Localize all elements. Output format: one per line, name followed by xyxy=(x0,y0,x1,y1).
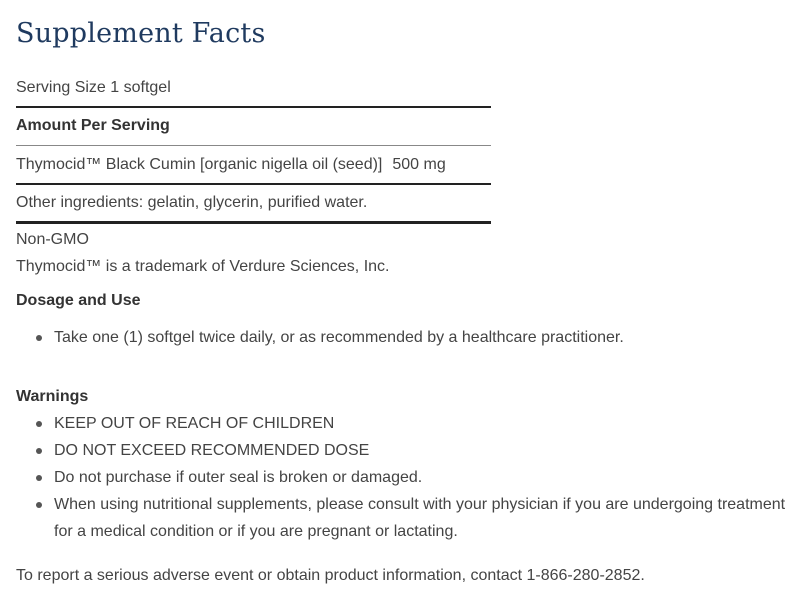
list-item: Do not purchase if outer seal is broken or damaged. xyxy=(16,464,796,491)
amount-per-serving-header: Amount Per Serving xyxy=(16,117,170,134)
divider xyxy=(16,106,491,108)
adverse-event-contact: To report a serious adverse event or obtain product information, contact 1-866-280-2852. xyxy=(16,567,645,584)
non-gmo-label: Non-GMO xyxy=(16,231,89,248)
list-item: KEEP OUT OF REACH OF CHILDREN xyxy=(16,410,796,437)
list-item: Take one (1) softgel twice daily, or as recommended by a healthcare practitioner. xyxy=(16,324,796,351)
warnings-heading: Warnings xyxy=(16,388,89,405)
divider xyxy=(16,183,491,185)
supplement-facts-table xyxy=(16,72,491,226)
trademark-notice: Thymocid™ is a trademark of Verdure Sciences, Inc. xyxy=(16,258,390,275)
dosage-list xyxy=(16,324,796,351)
serving-size: Serving Size 1 softgel xyxy=(16,79,171,96)
ingredient-name: Thymocid™ Black Cumin [organic nigella oil (seed)] xyxy=(16,156,383,173)
ingredient-row xyxy=(16,149,491,181)
divider xyxy=(16,145,491,146)
warnings-list xyxy=(16,410,796,545)
list-item: DO NOT EXCEED RECOMMENDED DOSE xyxy=(16,437,796,464)
list-item: When using nutritional supplements, please consult with your physician if you are undergoing treatment for a medical condition or if you are pregnant or lactating. xyxy=(16,491,796,545)
divider xyxy=(16,221,491,224)
other-ingredients: Other ingredients: gelatin, glycerin, purified water. xyxy=(16,194,368,211)
ingredient-amount: 500 mg xyxy=(392,156,446,173)
dosage-heading: Dosage and Use xyxy=(16,292,141,309)
product-notes xyxy=(16,226,389,280)
page-title: Supplement Facts xyxy=(16,18,266,49)
